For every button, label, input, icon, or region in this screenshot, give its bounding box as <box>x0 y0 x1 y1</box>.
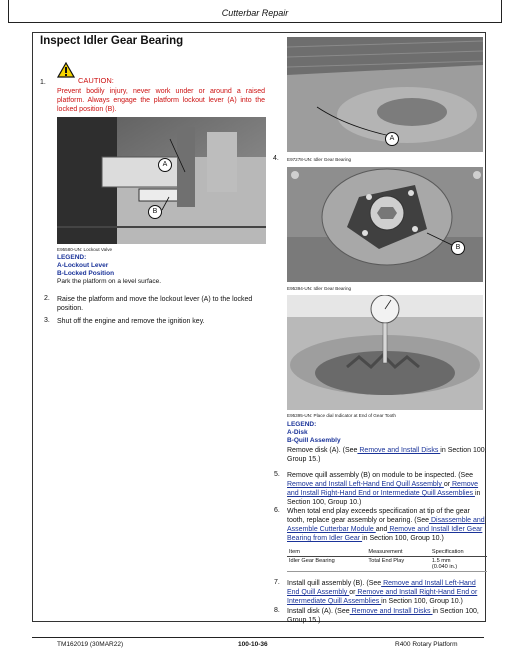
footer-product: R400 Rotary Platform <box>395 641 458 648</box>
table-header-specification: Specification <box>430 548 487 557</box>
legend-item-quill: B-Quill Assembly <box>287 437 341 444</box>
step-6-text: When total end play exceeds specification at tip of the gear tooth, replace gear assembly or bearing. (See Disassemble and Assemble Cutterbar Module and Remove and Install Idler Gear Bearing from Idler Gear in Section 100, Group 10.) <box>287 508 485 542</box>
link-install-disks[interactable]: Remove and Install Disks <box>349 608 433 615</box>
step-1-number: 1. <box>40 79 46 86</box>
step-2-number: 2. <box>44 295 50 302</box>
figure-4-legend <box>287 421 341 445</box>
park-text: Park the platform on a level surface. <box>57 278 162 285</box>
step-5-number: 5. <box>274 471 280 478</box>
step-8-number: 8. <box>274 607 280 614</box>
specification-table <box>287 548 487 572</box>
callout-a-fig2: A <box>385 132 399 146</box>
step-2-text: Raise the platform and move the lockout lever (A) to the locked position. <box>57 296 253 312</box>
dial-indicator-photo <box>287 295 483 410</box>
warning-triangle-icon <box>57 62 75 83</box>
legend-title-fig4: LEGEND: <box>287 421 317 428</box>
step-6-number: 6. <box>274 507 280 514</box>
section-title: Inspect Idler Gear Bearing <box>40 35 184 47</box>
page-header: Cutterbar Repair <box>221 8 289 18</box>
link-remove-install-disks[interactable]: Remove and Install Disks <box>357 447 441 454</box>
step-5-text: Remove quill assembly (B) on module to be inspected. (See Remove and Install Left-Hand End Quill Assembly or Remove and Install Right-Hand End or Intermediate Quill Assemblies in Section 100, Group 10.) <box>287 472 481 506</box>
link-install-left-quill[interactable]: Remove and Install Left-Hand End Quill Assembly <box>287 580 476 596</box>
table-cell-specification: 1.5 mm (0.040 in.) <box>430 557 487 572</box>
figure-2-caption: E97278-UN: Idler Gear Bearing <box>287 157 352 162</box>
figure-1-caption: E95580-UN: Lockout Valve <box>57 247 113 252</box>
table-header-row <box>287 548 487 557</box>
step-8-text: Install disk (A). (See Remove and Install Disks in Section 100, Group 15.) <box>287 608 479 624</box>
link-idler-gear-bearing[interactable]: Remove and Install Idler Gear Bearing from Idler Gear <box>287 526 483 542</box>
table-cell-item: Idler Gear Bearing <box>287 557 366 572</box>
step-3-number: 3. <box>44 317 50 324</box>
step-7-number: 7. <box>274 579 280 586</box>
callout-b-fig1: B <box>148 205 162 219</box>
callout-b-fig3: B <box>451 241 465 255</box>
caution-label: CAUTION: <box>78 76 114 85</box>
figure-1-legend <box>57 254 161 286</box>
step-7-text: Install quill assembly (B). (See Remove and Install Left-Hand End Quill Assembly or Remove and Install Right-Hand End or Intermediate Quill Assemblies in Section 100, Group 10.) <box>287 580 478 605</box>
link-right-hand-quill[interactable]: Remove and Install Right-Hand End or Intermediate Quill Assemblies <box>287 481 479 497</box>
figure-3-caption: E95394-UN: Idler Gear Bearing <box>287 286 352 291</box>
table-header-measurement: Measurement <box>366 548 430 557</box>
footer-doc-id: TM162019 (30MAR22) <box>57 641 124 648</box>
step-4-number: 4. <box>273 155 279 162</box>
link-disassemble-cutterbar[interactable]: Disassemble and Assemble Cutterbar Module <box>287 517 485 533</box>
table-cell-measurement: Total End Play <box>366 557 430 572</box>
legend-item-disk: A-Disk <box>287 429 308 436</box>
table-row <box>287 557 487 572</box>
idler-gear-photo-2 <box>287 167 483 282</box>
footer-page-number: 100-10-36 <box>238 641 268 648</box>
step-3-text: Shut off the engine and remove the ignition key. <box>57 318 205 325</box>
legend-title: LEGEND: <box>57 254 87 261</box>
table-header-item: Item <box>287 548 366 557</box>
lockout-valve-photo <box>57 117 266 244</box>
legend-item-a: A-Lockout Lever <box>57 262 109 269</box>
link-left-hand-quill[interactable]: Remove and Install Left-Hand End Quill Assembly <box>287 481 444 488</box>
figure-4-caption: E95395-UN: Place dial Indicator at End of Gear Tooth <box>287 413 396 418</box>
legend-item-b: B-Locked Position <box>57 270 115 277</box>
link-install-right-quill[interactable]: Remove and Install Right-Hand End or Intermediate Quill Assemblies <box>287 589 478 605</box>
remove-disk-text: Remove disk (A). (See Remove and Install Disks in Section 100, Group 15.) <box>287 447 487 463</box>
caution-text: Prevent bodily injury, never work under or around a raised platform. Always engage the platform lockout lever (A) into the locked position (B). <box>57 88 265 113</box>
footer-rule <box>32 637 484 638</box>
callout-a-fig1: A <box>158 158 172 172</box>
